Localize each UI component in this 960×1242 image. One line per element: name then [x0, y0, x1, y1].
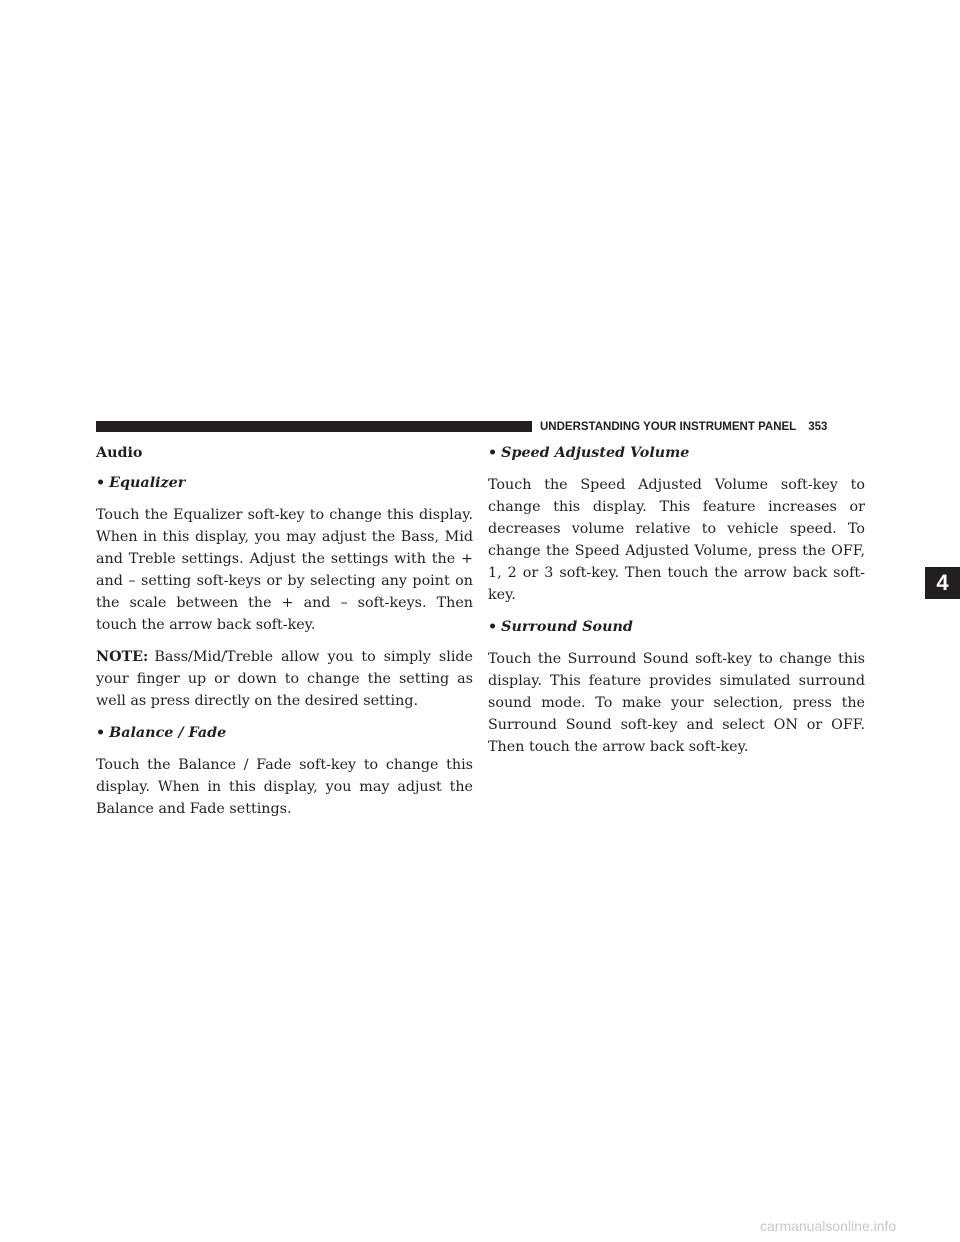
- bullet-balance-fade: [96, 722, 473, 744]
- header-rule: [96, 421, 532, 432]
- section-title: UNDERSTANDING YOUR INSTRUMENT PANEL: [540, 421, 797, 433]
- bullet-speed-label: Speed Adjusted Volume: [501, 445, 690, 461]
- bullet-dot: •: [488, 445, 498, 461]
- bullet-speed-adjusted-volume: [488, 442, 865, 464]
- heading-audio: Audio: [96, 445, 143, 461]
- note-label: NOTE:: [96, 649, 149, 665]
- bullet-surround-label: Surround Sound: [501, 619, 633, 635]
- bullet-dot: •: [96, 725, 106, 741]
- paragraph-surround-sound: Touch the Surround Sound soft-key to change this display. This feature provides simulated surround sound mode. To make your selection, press the Surround Sound soft-key and select ON or OFF. Then touch the arrow back soft-key.: [488, 651, 865, 755]
- chapter-tab: 4: [925, 567, 960, 599]
- left-column: [96, 442, 473, 830]
- paragraph-speed-adjusted-volume: Touch the Speed Adjusted Volume soft-key to change this display. This feature increases or decreases volume relative to vehicle speed. To change the Speed Adjusted Volume, press the OFF, 1, 2 or 3 soft-key. Then touch the arrow back soft-key.: [488, 477, 865, 603]
- bullet-dot: •: [488, 619, 498, 635]
- running-header: [540, 420, 827, 434]
- note-text: Bass/Mid/Treble allow you to simply slide your finger up or down to change the setting as well as press directly on the desired setting.: [96, 649, 473, 709]
- paragraph-equalizer: Touch the Equalizer soft-key to change this display. When in this display, you may adjust the Bass, Mid and Treble settings. Adjust the settings with the + and – setting soft-keys or by selecting any point on the scale between the + and – soft-keys. Then touch the arrow back soft-key.: [96, 507, 473, 633]
- bullet-balance-label: Balance / Fade: [109, 725, 227, 741]
- bullet-surround-sound: [488, 616, 865, 638]
- paragraph-balance-fade: Touch the Balance / Fade soft-key to change this display. When in this display, you may adjust the Balance and Fade settings.: [96, 757, 473, 817]
- page-number: 353: [808, 421, 828, 433]
- bullet-equalizer-label: Equalizer: [109, 475, 186, 491]
- right-column: [488, 442, 865, 768]
- watermark: carmanualsonline.info: [760, 1218, 897, 1234]
- bullet-dot: •: [96, 475, 106, 491]
- bullet-equalizer: [96, 472, 473, 494]
- note: [96, 646, 473, 712]
